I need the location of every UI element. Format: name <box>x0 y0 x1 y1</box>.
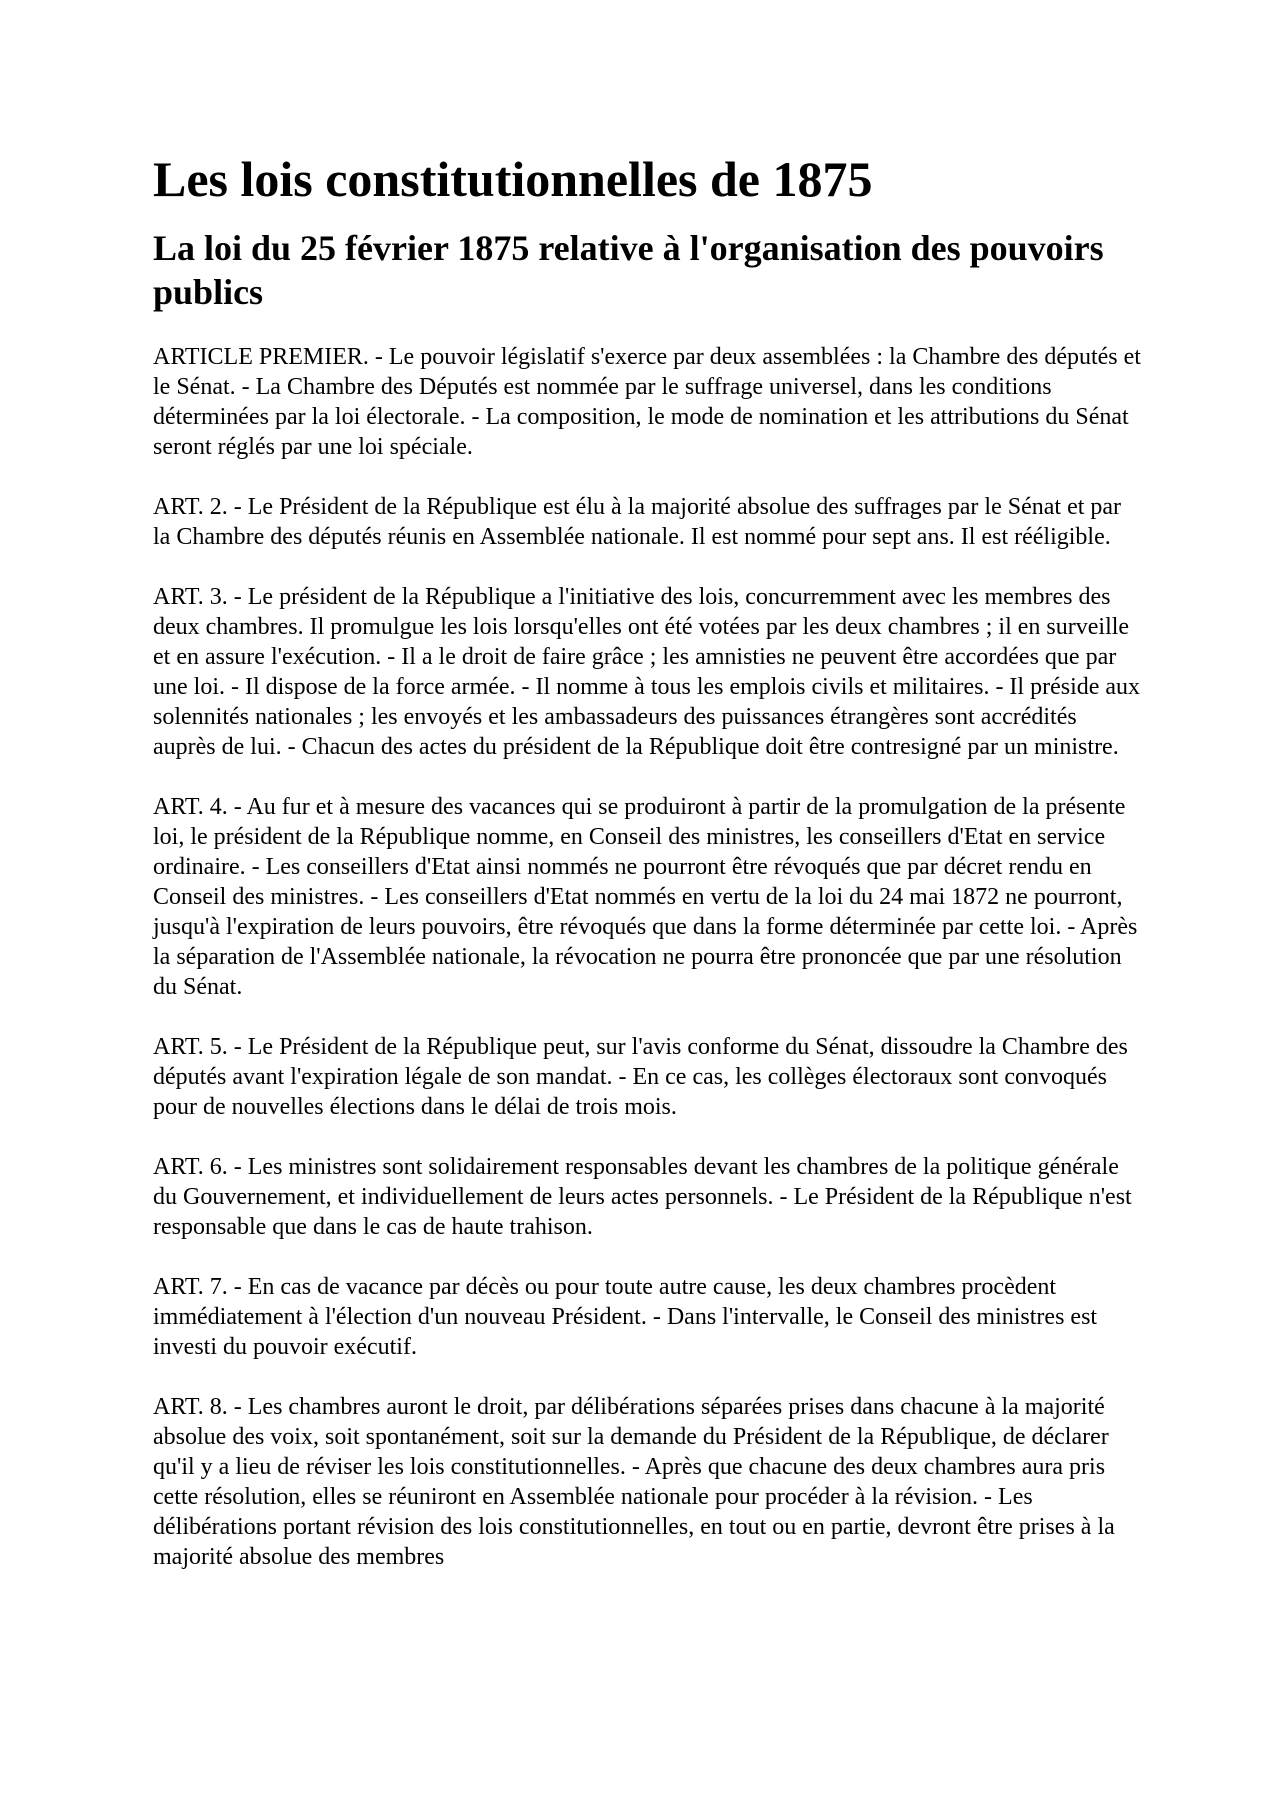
article-3: ART. 3. - Le président de la République a l'initiative des lois, concurremment avec les membres des deux chambres. Il promulgue les lois lorsqu'elles ont été votées par les deux chambres ; il en surveille et en assure l'exécution. - Il a le droit de faire grâce ; les amnisties ne peuvent être accordées que par une loi. - Il dispose de la force armée. - Il nomme à tous les emplois civils et militaires. - Il préside aux solennités nationales ; les envoyés et les ambassadeurs des puissances étrangères sont accrédités auprès de lui. - Chacun des actes du président de la République doit être contresigné par un ministre. <box>153 584 1141 760</box>
article-8: ART. 8. - Les chambres auront le droit, par délibérations séparées prises dans chacune à la majorité absolue des voix, soit spontanément, soit sur la demande du Président de la République, de déclarer qu'il y a lieu de réviser les lois constitutionnelles. - Après que chacune des deux chambres aura pris cette résolution, elles se réuniront en Assemblée nationale pour procéder à la révision. - Les délibérations portant révision des lois constitutionnelles, en tout ou en partie, devront être prises à la majorité absolue des membres <box>153 1394 1115 1570</box>
document-subtitle: La loi du 25 février 1875 relative à l'organisation des pouvoirs publics <box>153 228 1104 312</box>
articles-list <box>153 342 1143 1572</box>
document-page <box>153 150 1143 1602</box>
document-title: Les lois constitutionnelles de 1875 <box>153 151 873 207</box>
article-6: ART. 6. - Les ministres sont solidairement responsables devant les chambres de la politique générale du Gouvernement, et individuellement de leurs actes personnels. - Le Président de la République n'est responsable que dans le cas de haute trahison. <box>153 1154 1132 1240</box>
article-2: ART. 2. - Le Président de la République est élu à la majorité absolue des suffrages par le Sénat et par la Chambre des députés réunis en Assemblée nationale. Il est nommé pour sept ans. Il est rééligible. <box>153 494 1122 550</box>
article-7: ART. 7. - En cas de vacance par décès ou pour toute autre cause, les deux chambres procèdent immédiatement à l'élection d'un nouveau Président. - Dans l'intervalle, le Conseil des ministres est investi du pouvoir exécutif. <box>153 1274 1098 1360</box>
article-5: ART. 5. - Le Président de la République peut, sur l'avis conforme du Sénat, dissoudre la Chambre des députés avant l'expiration légale de son mandat. - En ce cas, les collèges électoraux sont convoqués pour de nouvelles élections dans le délai de trois mois. <box>153 1034 1128 1120</box>
article-premier: ARTICLE PREMIER. - Le pouvoir législatif s'exerce par deux assemblées : la Chambre des députés et le Sénat. - La Chambre des Députés est nommée par le suffrage universel, dans les conditions déterminées par la loi électorale. - La composition, le mode de nomination et les attributions du Sénat seront réglés par une loi spéciale. <box>153 344 1141 460</box>
article-4: ART. 4. - Au fur et à mesure des vacances qui se produiront à partir de la promulgation de la présente loi, le président de la République nomme, en Conseil des ministres, les conseillers d'Etat en service ordinaire. - Les conseillers d'Etat ainsi nommés ne pourront être révoqués que par décret rendu en Conseil des ministres. - Les conseillers d'Etat nommés en vertu de la loi du 24 mai 1872 ne pourront, jusqu'à l'expiration de leurs pouvoirs, être révoqués que dans la forme déterminée par cette loi. - Après la séparation de l'Assemblée nationale, la révocation ne pourra être prononcée que par une résolution du Sénat. <box>153 794 1138 1000</box>
